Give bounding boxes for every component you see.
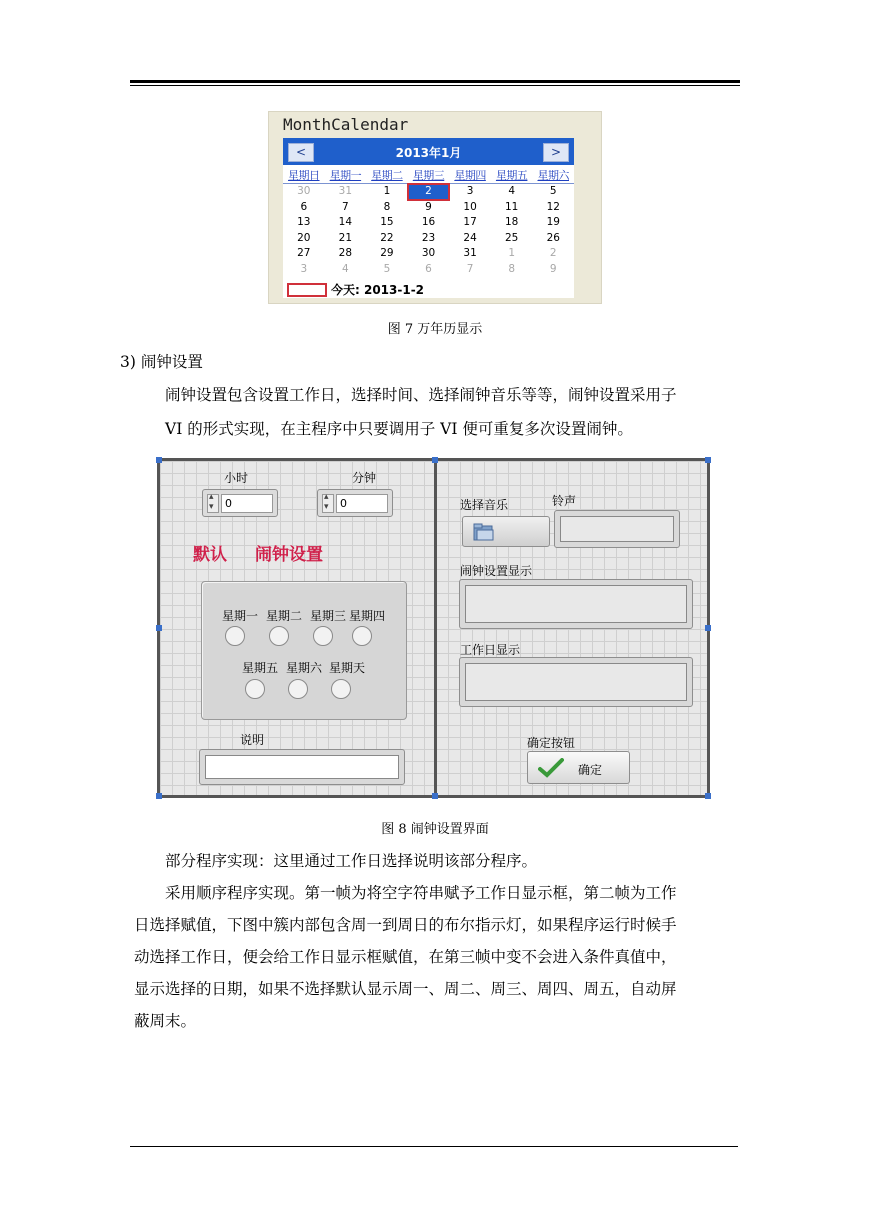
ringtone-display — [554, 510, 680, 548]
ringtone-display-inner — [560, 516, 674, 542]
calendar-day[interactable]: 13 — [297, 216, 311, 228]
note-input[interactable] — [205, 755, 399, 779]
saturday-led[interactable] — [288, 679, 308, 699]
calendar-day[interactable]: 1 — [508, 247, 516, 259]
resize-handle[interactable] — [156, 793, 162, 799]
alarm-display-inner — [465, 585, 687, 623]
resize-handle[interactable] — [705, 457, 711, 463]
resize-handle[interactable] — [432, 793, 438, 799]
next-month-button[interactable]: > — [543, 143, 569, 162]
calendar-day[interactable]: 28 — [338, 247, 353, 259]
calendar-day[interactable]: 31 — [338, 185, 353, 197]
friday-led[interactable] — [245, 679, 265, 699]
calendar-week-row — [283, 184, 574, 200]
calendar-day[interactable]: 20 — [297, 231, 311, 244]
header-rule — [130, 80, 740, 83]
calendar-day[interactable]: 5 — [549, 185, 557, 197]
paragraph-line: 日选择赋值，下图中簇内部包含周一到周日的布尔指示灯，如果程序运行时候手 — [134, 916, 677, 934]
resize-handle[interactable] — [705, 625, 711, 631]
folder-icon — [473, 522, 495, 542]
calendar-day[interactable]: 9 — [425, 200, 432, 213]
select-music-label: 选择音乐 — [460, 498, 509, 512]
weekday-label: 星期五 — [495, 169, 528, 182]
workday-display-inner — [465, 663, 687, 701]
resize-handle[interactable] — [705, 793, 711, 799]
calendar-day[interactable]: 30 — [297, 185, 311, 197]
calendar-day[interactable]: 8 — [508, 262, 516, 275]
calendar-week-row — [283, 231, 574, 247]
paragraph-line: 动选择工作日，便会给工作日显示框赋值，在第三帧中变不会进入条件真值中， — [134, 948, 677, 966]
paragraph-line: 显示选择的日期，如果不选择默认显示周一、周二、周三、周四、周五，自动屏 — [134, 980, 677, 998]
prev-month-button[interactable]: < — [288, 143, 314, 162]
weekday-led-label: 星期三 — [310, 609, 347, 623]
weekday-led-label: 星期五 — [242, 661, 279, 675]
calendar-day-grid — [283, 184, 574, 277]
calendar-day[interactable]: 2 — [549, 247, 557, 259]
note-field[interactable] — [199, 749, 405, 785]
calendar-today[interactable] — [287, 281, 424, 298]
confirm-text: 确定 — [578, 763, 603, 777]
calendar-day[interactable]: 31 — [463, 247, 477, 259]
calendar-week-row — [283, 215, 574, 231]
tuesday-led[interactable] — [269, 626, 289, 646]
panel-divider — [434, 461, 437, 795]
stepper-arrows-icon[interactable] — [322, 494, 334, 513]
weekday-label: 星期四 — [454, 169, 486, 182]
calendar-day[interactable]: 6 — [300, 200, 308, 213]
alarm-setting-title: 闹钟设置 — [255, 545, 323, 565]
calendar-month-label: 2013年1月 — [395, 146, 462, 160]
calendar-day[interactable]: 4 — [508, 185, 516, 197]
calendar-day[interactable]: 3 — [300, 262, 308, 275]
minute-value[interactable]: 0 — [336, 494, 388, 513]
calendar-day[interactable]: 2 — [408, 184, 450, 200]
weekday-led-label: 星期六 — [286, 661, 323, 675]
calendar-day[interactable]: 18 — [504, 216, 519, 228]
today-label: 今天: 2013-1-2 — [331, 283, 425, 297]
alarm-setting-display — [459, 579, 693, 629]
confirm-button[interactable] — [527, 751, 630, 784]
header-rule-thin — [130, 85, 740, 86]
weekday-cluster — [201, 581, 407, 720]
select-music-button[interactable] — [462, 516, 550, 547]
calendar-day[interactable]: 19 — [546, 216, 560, 228]
alarm-display-label: 闹钟设置显示 — [460, 564, 533, 578]
calendar-day[interactable]: 3 — [466, 185, 474, 197]
month-calendar — [283, 138, 574, 298]
weekday-label: 星期六 — [537, 169, 569, 182]
calendar-week-row — [283, 262, 574, 278]
workday-display-label: 工作日显示 — [460, 643, 521, 657]
figure7-caption: 图 7 万年历显示 — [387, 322, 483, 337]
calendar-day[interactable]: 10 — [463, 200, 477, 213]
calendar-day[interactable]: 21 — [338, 231, 353, 244]
calendar-day[interactable]: 9 — [549, 262, 557, 275]
wednesday-led[interactable] — [313, 626, 333, 646]
month-calendar-figure — [268, 111, 602, 304]
paragraph-line: VI 的形式实现，在主程序中只要调用子 VI 便可重复多次设置闹钟。 — [165, 420, 633, 438]
calendar-day[interactable]: 22 — [380, 231, 394, 244]
calendar-day[interactable]: 27 — [297, 247, 311, 259]
calendar-title: MonthCalendar — [283, 115, 409, 134]
calendar-day[interactable]: 7 — [342, 200, 349, 213]
calendar-day[interactable]: 4 — [342, 262, 349, 275]
stepper-arrows-icon[interactable] — [207, 494, 219, 513]
section-heading: 3) 闹钟设置 — [120, 353, 203, 371]
calendar-day[interactable]: 15 — [380, 216, 394, 228]
calendar-day[interactable]: 5 — [383, 262, 391, 275]
calendar-day[interactable]: 23 — [421, 231, 436, 244]
resize-handle[interactable] — [156, 625, 162, 631]
thursday-led[interactable] — [352, 626, 372, 646]
calendar-day[interactable]: 11 — [504, 200, 519, 213]
calendar-weekday-row — [283, 167, 574, 184]
alarm-setting-panel — [157, 458, 710, 798]
figure8-caption: 图 8 闹钟设置界面 — [381, 822, 489, 837]
today-marker-icon — [287, 283, 327, 297]
paragraph-line: 蔽周末。 — [134, 1012, 197, 1030]
note-label: 说明 — [240, 733, 265, 747]
hour-label: 小时 — [224, 471, 249, 485]
calendar-day[interactable]: 25 — [504, 231, 519, 244]
workday-display — [459, 657, 693, 707]
paragraph-line: 部分程序实现：这里通过工作日选择说明该部分程序。 — [165, 852, 538, 870]
calendar-day[interactable]: 16 — [421, 216, 436, 228]
minute-label: 分钟 — [352, 471, 377, 485]
calendar-day[interactable]: 29 — [380, 247, 394, 259]
calendar-header — [283, 138, 574, 165]
weekday-led-label: 星期一 — [222, 609, 259, 623]
hour-stepper[interactable] — [202, 489, 278, 517]
weekday-led-label: 星期天 — [329, 661, 366, 675]
calendar-day[interactable]: 17 — [463, 216, 477, 228]
calendar-day[interactable]: 26 — [546, 231, 560, 244]
sunday-led[interactable] — [331, 679, 351, 699]
weekday-label: 星期三 — [412, 169, 445, 182]
default-label: 默认 — [193, 545, 227, 565]
calendar-day[interactable]: 6 — [425, 262, 432, 275]
paragraph-line: 闹钟设置包含设置工作日，选择时间、选择闹钟音乐等等，闹钟设置采用子 — [165, 386, 677, 404]
ringtone-label: 铃声 — [552, 494, 577, 508]
calendar-week-row — [283, 246, 574, 262]
hour-value[interactable]: 0 — [221, 494, 273, 513]
weekday-label: 星期二 — [371, 169, 403, 182]
resize-handle[interactable] — [156, 457, 162, 463]
calendar-week-row — [283, 200, 574, 216]
confirm-button-label: 确定按钮 — [527, 736, 576, 750]
calendar-day[interactable]: 12 — [546, 200, 560, 213]
checkmark-icon — [538, 758, 564, 778]
resize-handle[interactable] — [432, 457, 438, 463]
weekday-label: 星期日 — [288, 169, 320, 182]
monday-led[interactable] — [225, 626, 245, 646]
calendar-day[interactable]: 24 — [463, 231, 477, 244]
weekday-led-label: 星期二 — [266, 609, 303, 623]
calendar-day[interactable]: 8 — [383, 200, 391, 213]
minute-stepper[interactable] — [317, 489, 393, 517]
footer-rule — [130, 1146, 738, 1147]
calendar-day[interactable]: 7 — [466, 262, 474, 275]
calendar-day[interactable]: 1 — [383, 185, 391, 197]
weekday-led-label: 星期四 — [349, 609, 386, 623]
paragraph-line: 采用顺序程序实现。第一帧为将空字符串赋予工作日显示框，第二帧为工作 — [165, 884, 677, 902]
calendar-day[interactable]: 30 — [421, 247, 436, 259]
weekday-label: 星期一 — [329, 169, 362, 182]
calendar-day[interactable]: 14 — [338, 216, 353, 228]
